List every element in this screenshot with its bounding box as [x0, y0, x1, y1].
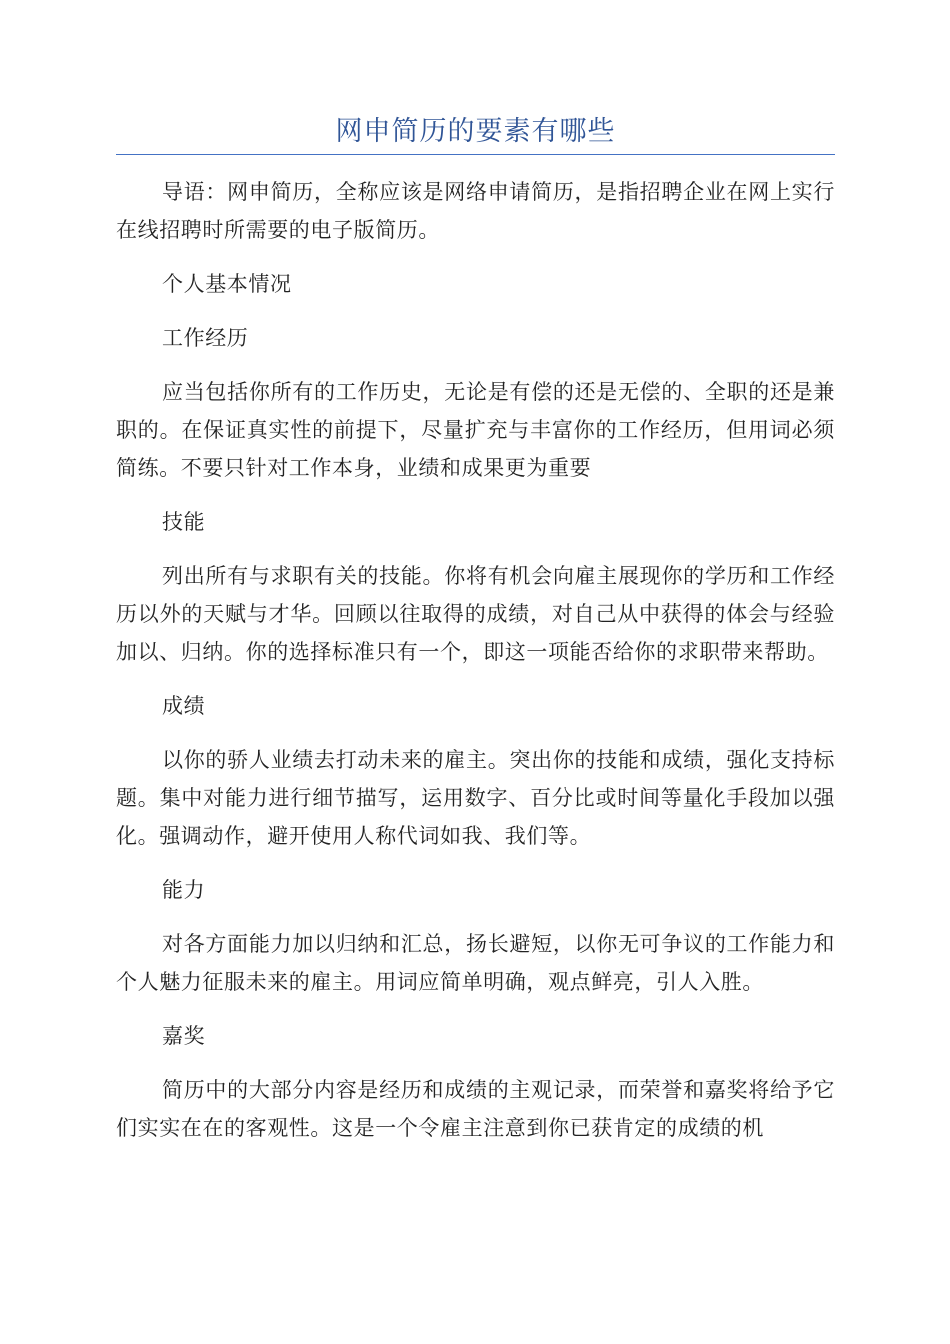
section-body-abilities: 对各方面能力加以归纳和汇总，扬长避短，以你无可争议的工作能力和个人魅力征服未来的雇主。用词应简单明确，观点鲜亮，引人入胜。 [116, 932, 835, 994]
section-heading-achievements: 成绩 [162, 694, 206, 718]
section-body-achievements: 以你的骄人业绩去打动未来的雇主。突出你的技能和成绩，强化支持标题。集中对能力进行细节描写，运用数字、百分比或时间等量化手段加以强化。强调动作，避开使用人称代词如我、我们等。 [116, 748, 835, 848]
section-heading-work-experience: 工作经历 [162, 326, 249, 350]
section-heading-awards: 嘉奖 [162, 1024, 206, 1048]
document-page [116, 112, 835, 1163]
section-body-work-experience: 应当包括你所有的工作历史，无论是有偿的还是无偿的、全职的还是兼职的。在保证真实性的前提下，尽量扩充与丰富你的工作经历，但用词必须简练。不要只针对工作本身，业绩和成果更为重要 [116, 380, 835, 480]
document-title: 网申简历的要素有哪些 [335, 116, 616, 147]
section-body-skills: 列出所有与求职有关的技能。你将有机会向雇主展现你的学历和工作经历以外的天赋与才华。回顾以往取得的成绩，对自己从中获得的体会与经验加以、归纳。你的选择标准只有一个，即这一项能否给你的求职带来帮助。 [116, 564, 835, 664]
section-body-awards: 简历中的大部分内容是经历和成绩的主观记录，而荣誉和嘉奖将给予它们实实在在的客观性。这是一个令雇主注意到你已获肯定的成绩的机 [116, 1078, 835, 1140]
intro-paragraph: 导语：网申简历，全称应该是网络申请简历，是指招聘企业在网上实行在线招聘时所需要的电子版简历。 [116, 180, 835, 242]
section-heading-skills: 技能 [162, 510, 206, 534]
title-underline [116, 154, 835, 155]
section-heading-abilities: 能力 [162, 878, 206, 902]
section-heading-basic-info: 个人基本情况 [162, 272, 292, 296]
